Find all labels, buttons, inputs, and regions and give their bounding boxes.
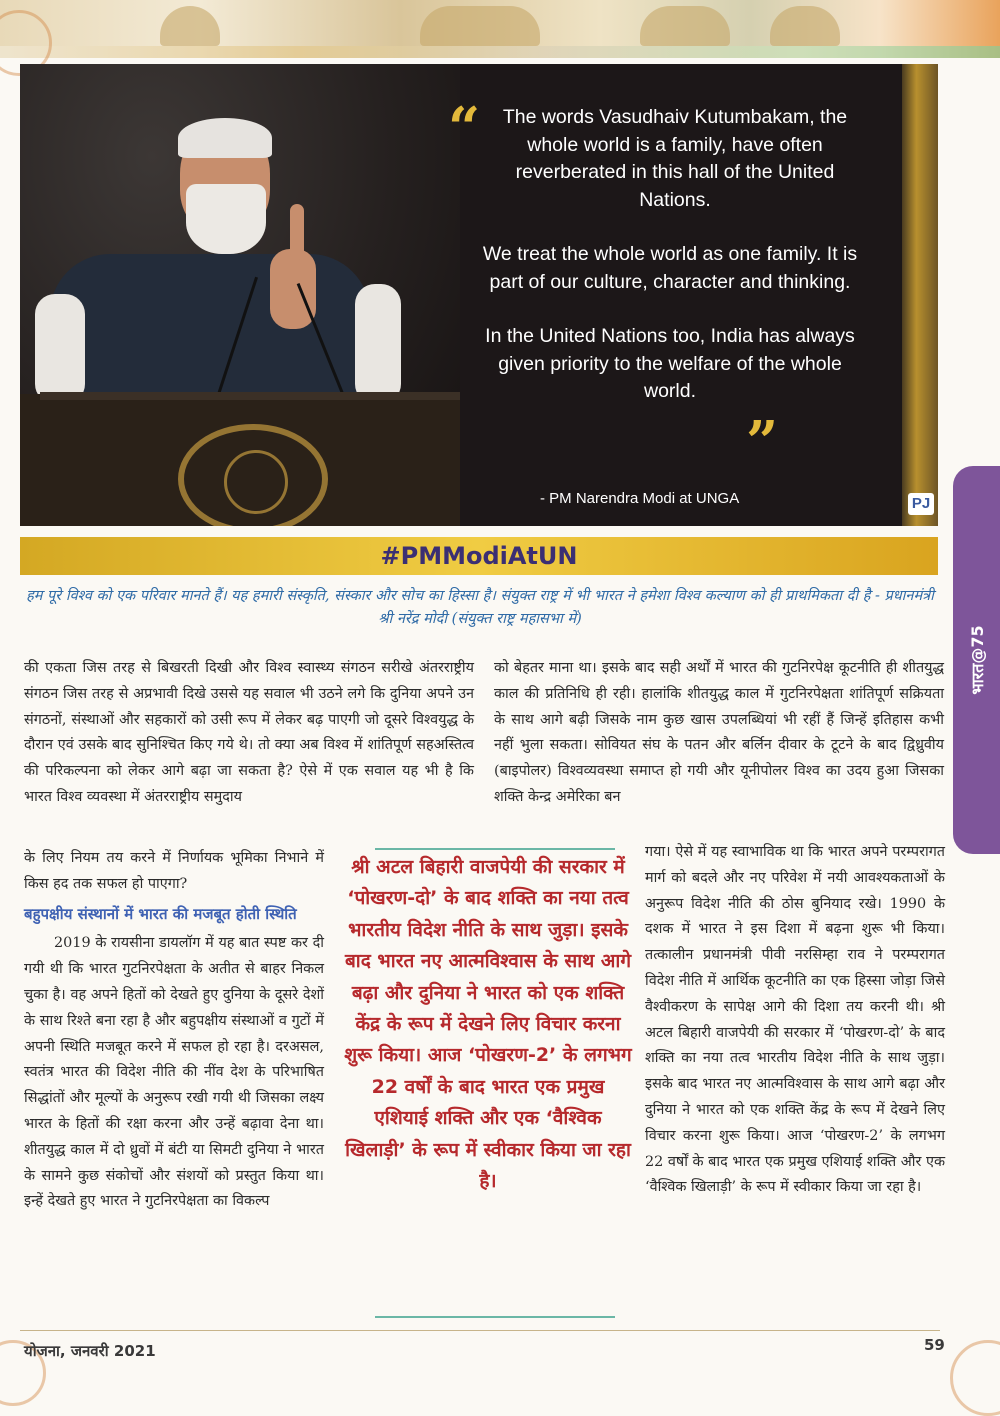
- quote-paragraph: In the United Nations too, India has always given priority to the welfare of the whole world.: [485, 325, 855, 402]
- quote-paragraph: The words Vasudhaiv Kutumbakam, the whole world is a family, have often reverberated in this hall of the United Nations.: [502, 106, 848, 211]
- body-paragraph: के लिए नियम तय करने में निर्णायक भूमिका निभाने में किस हद तक सफल हो पाएगा?: [24, 850, 324, 892]
- right-column-top: [494, 656, 944, 811]
- section-subheading: बहुपक्षीय संस्थानों में भारत की मजबूत होती स्थिति: [24, 904, 297, 923]
- gold-wall: [902, 64, 938, 526]
- close-quote-icon: ”: [746, 409, 779, 475]
- body-paragraph: की एकता जिस तरह से बिखरती दिखी और विश्व स्वास्थ्य संगठन सरीखे अंतरराष्ट्रीय संगठन जिस तरह से अप्रभावी दिखे उससे यह सवाल भी उठने लगे कि दुनिया अपने उन संगठनों, संस्थाओं और सहकारों को उसी रूप में लेकर बढ़ पाएगी जो दूसरे विश्वयुद्ध के दौरान एवं उसके बाद सुनिश्चित किए गये थे। तो क्या अब विश्व में शांतिपूर्ण सहअस्तित्व की परिकल्पना को लेकर आगे बढ़ा जा सकता है? ऐसे में एक सवाल यह भी है कि भारत विश्व व्यवस्था में अंतरराष्ट्रीय समुदाय: [24, 660, 474, 805]
- side-tab: [953, 466, 1000, 854]
- quote-paragraph: We treat the whole world as one family. It is part of our culture, character and thinking.: [482, 243, 858, 293]
- body-paragraph: 2019 के रायसीना डायलॉग में यह बात स्पष्ट कर दी गयी थी कि भारत गुटनिरपेक्षता के अतीत से बाहर निकल चुका है। वह अपने हितों को देखते हुए दुनिया के दूसरे देशों के साथ रिश्ते बना रहा है और बहुपक्षीय संस्थाओं व गुटों में अपनी स्थिति मजबूत करने में सफल हो रहा है। दरअसल, स्वतंत्र भारत की विदेश नीति की नींव देश के परिभाषित सिद्धांतों और मूल्यों के अनुरूप रखी गयी थी जिसका लक्ष्य भारत के हितों की रक्षा करना और उन्हें बढ़ावा देना था। शीतयुद्ध काल में दो ध्रुवों में बंटी या सिमटी दुनिया ने भारत के सामने कुछ संकोचों और संशयों को प्रस्तुत किया था। इन्हें देखते हुए भारत ने गुटनिरपेक्षता का विकल्प: [24, 935, 324, 1210]
- left-column-bottom: [24, 846, 324, 1215]
- body-paragraph: को बेहतर माना था। इसके बाद सही अर्थों में भारत की गुटनिरपेक्ष कूटनीति ही शीतयुद्ध काल की प्रतिनिधि ही रही। हालांकि शीतयुद्ध काल में गुटनिरपेक्षता शांतिपूर्ण सक्रियता के साथ आगे बढ़ी जिसके नाम कुछ खास उपलब्धियां भी रहीं हैं जिन्हें इतिहास कभी नहीं भुला सकता। सोवियत संघ के पतन और बर्लिन दीवार के टूटने के बाद द्विध्रुवीय (बाइपोलर) विश्वव्यवस्था समाप्त हो गयी और यूनीपोलर विश्व का उदय हुआ जिसका शक्ति केन्द्र अमेरिका बन: [494, 660, 944, 805]
- banner-strip: [0, 46, 1000, 58]
- monument-image: [640, 6, 730, 46]
- hashtag: #PMModiAtUN: [380, 542, 578, 570]
- monument-image: [420, 6, 540, 46]
- pullquote-rule-top: [375, 848, 615, 850]
- page-number: 59: [924, 1336, 945, 1354]
- pd-logo: PJ: [908, 493, 934, 515]
- open-quote-icon: “: [448, 95, 481, 161]
- quote-attribution: - PM Narendra Modi at UNGA: [540, 490, 740, 507]
- speaker-figure: [140, 114, 340, 404]
- podium: [20, 394, 460, 526]
- un-emblem-icon: [178, 424, 328, 526]
- swirl-decoration: [950, 1340, 1000, 1416]
- publication-footer: योजना, जनवरी 2021: [24, 1342, 156, 1360]
- pullquote-rule-bottom: [375, 1316, 615, 1318]
- top-banner: [0, 0, 1000, 58]
- photo-caption: हम पूरे विश्व को एक परिवार मानते हैं। यह हमारी संस्कृति, संस्कार और सोच का हिस्सा है। संयुक्त राष्ट्र में भी भारत ने हमेशा विश्व कल्याण को ही प्राथमिकता दी है - प्रधानमंत्री श्री नरेंद्र मोदी (संयुक्त राष्ट्र महासभा में): [26, 588, 934, 627]
- side-tab-label: भारत@75: [967, 625, 987, 695]
- pm-quote-photo: [20, 64, 938, 526]
- monument-image: [770, 6, 840, 46]
- right-column-bottom: [645, 840, 945, 1201]
- body-paragraph: गया। ऐसे में यह स्वाभाविक था कि भारत अपने परम्परागत मार्ग को बदले और नए परिवेश में नयी आवश्यकताओं के अनुरूप विदेश नीति की ठोस बुनियाद रखे। 1990 के दशक में भारत ने इस दिशा में बढ़ना शुरू भी किया। तत्कालीन प्रधानमंत्री पीवी नरसिम्हा राव ने परम्परागत विदेश नीति में आर्थिक कूटनीति का एक हिस्सा जोड़ा जिसे वैश्वीकरण के सापेक्ष आगे की दिशा तय करनी थी। श्री अटल बिहारी वाजपेयी की सरकार में ‘पोखरण-दो’ के बाद शक्ति का नया तत्व भारतीय विदेश नीति के साथ जुड़ा। इसके बाद भारत नए आत्मविश्वास के साथ आगे बढ़ा और दुनिया ने भारत को एक शक्ति केंद्र के रूप में देखने लिए विचार करना शुरू किया। आज ‘पोखरण-2’ के लगभग 22 वर्षों के बाद भारत एक प्रमुख एशियाई शक्ति और एक ‘वैश्विक खिलाड़ी’ के रूप में स्वीकार किया जा रहा है।: [645, 844, 945, 1196]
- monument-image: [160, 6, 220, 46]
- quote-text: [450, 104, 890, 433]
- left-column-top: [24, 656, 474, 811]
- hashtag-bar: [20, 537, 938, 575]
- footer-rule: [20, 1330, 940, 1331]
- pullquote: श्री अटल बिहारी वाजपेयी की सरकार में ‘पोखरण-दो’ के बाद शक्ति का नया तत्व भारतीय विदेश नीति के साथ जुड़ा। इसके बाद भारत नए आत्मविश्वास के साथ आगे बढ़ा और दुनिया ने भारत को एक शक्ति केंद्र के रूप में देखने लिए विचार करना शुरू किया। आज ‘पोखरण-2’ के लगभग 22 वर्षों के बाद भारत एक प्रमुख एशियाई शक्ति और एक ‘वैश्विक खिलाड़ी’ के रूप में स्वीकार किया जा रहा है।: [344, 856, 632, 1193]
